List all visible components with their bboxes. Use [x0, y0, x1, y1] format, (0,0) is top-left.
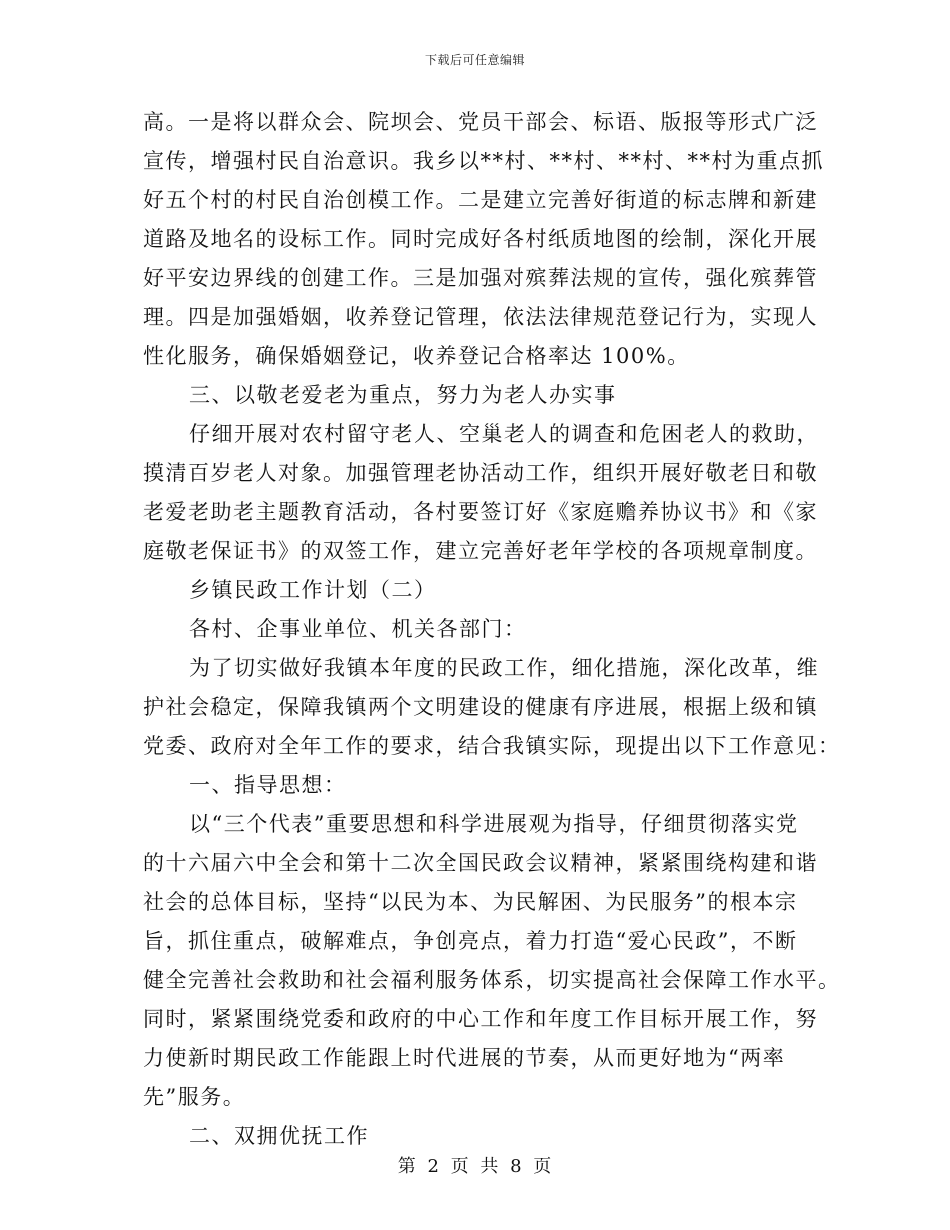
page-footer: 第 2 页 共 8 页: [397, 1156, 553, 1177]
text-line: 先”服务。: [143, 1085, 246, 1109]
document-body: [143, 103, 841, 1156]
text-line: 以“三个代表”重要思想和科学进展观为指导，仔细贯彻落实党: [189, 812, 799, 836]
text-line: 摸清百岁老人对象。加强管理老协活动工作，组织开展好敬老日和敬: [143, 461, 818, 485]
text-line: 一、指导思想：: [189, 773, 347, 797]
text-line: 党委、政府对全年工作的要求，结合我镇实际，现提出以下工作意见：: [143, 734, 841, 758]
text-line: 好平安边界线的创建工作。三是加强对殡葬法规的宣传，强化殡葬管: [143, 266, 818, 290]
text-line: 为了切实做好我镇本年度的民政工作，细化措施，深化改革，维: [189, 656, 819, 680]
text-line: 仔细开展对农村留守老人、空巢老人的调查和危困老人的救助，: [189, 422, 819, 446]
text-line: 健全完善社会救助和社会福利服务体系，切实提高社会保障工作水平。: [143, 968, 841, 992]
text-line: 老爱老助老主题教育活动，各村要签订好《家庭赡养协议书》和《家: [143, 500, 818, 524]
text-line: 同时，紧紧围绕党委和政府的中心工作和年度工作目标开展工作，努: [143, 1007, 818, 1031]
text-line: 乡镇民政工作计划（二）: [189, 578, 437, 602]
text-line: 理。四是加强婚姻，收养登记管理，依法法律规范登记行为，实现人: [143, 305, 818, 329]
text-line: 高。一是将以群众会、院坝会、党员干部会、标语、版报等形式广泛: [143, 110, 818, 134]
text-line: 性化服务，确保婚姻登记，收养登记合格率达 100%。: [143, 344, 690, 368]
text-line: 各村、企事业单位、机关各部门：: [189, 617, 527, 641]
text-line: 宣传，增强村民自治意识。我乡以**村、**村、**村、**村为重点抓: [143, 149, 824, 173]
text-line: 力使新时期民政工作能跟上时代进展的节奏，从而更好地为“两率: [143, 1046, 786, 1070]
text-line: 护社会稳定，保障我镇两个文明建设的健康有序进展，根据上级和镇: [143, 695, 818, 719]
page-header: 下载后可任意编辑: [424, 53, 525, 67]
text-line: 道路及地名的设标工作。同时完成好各村纸质地图的绘制，深化开展: [143, 227, 818, 251]
text-line: 二、双拥优抚工作: [189, 1124, 369, 1148]
text-line: 好五个村的村民自治创模工作。二是建立完善好街道的标志牌和新建: [143, 188, 818, 212]
text-line: 庭敬老保证书》的双签工作，建立完善好老年学校的各项规章制度。: [143, 539, 818, 563]
text-line: 的十六届六中全会和第十二次全国民政会议精神，紧紧围绕构建和谐: [143, 851, 818, 875]
text-line: 旨，抓住重点，破解难点，争创亮点，着力打造“爱心民政”，不断: [143, 929, 798, 953]
text-line: 三、以敬老爱老为重点，努力为老人办实事: [189, 383, 617, 407]
text-line: 社会的总体目标，坚持“以民为本、为民解困、为民服务”的根本宗: [143, 890, 798, 914]
